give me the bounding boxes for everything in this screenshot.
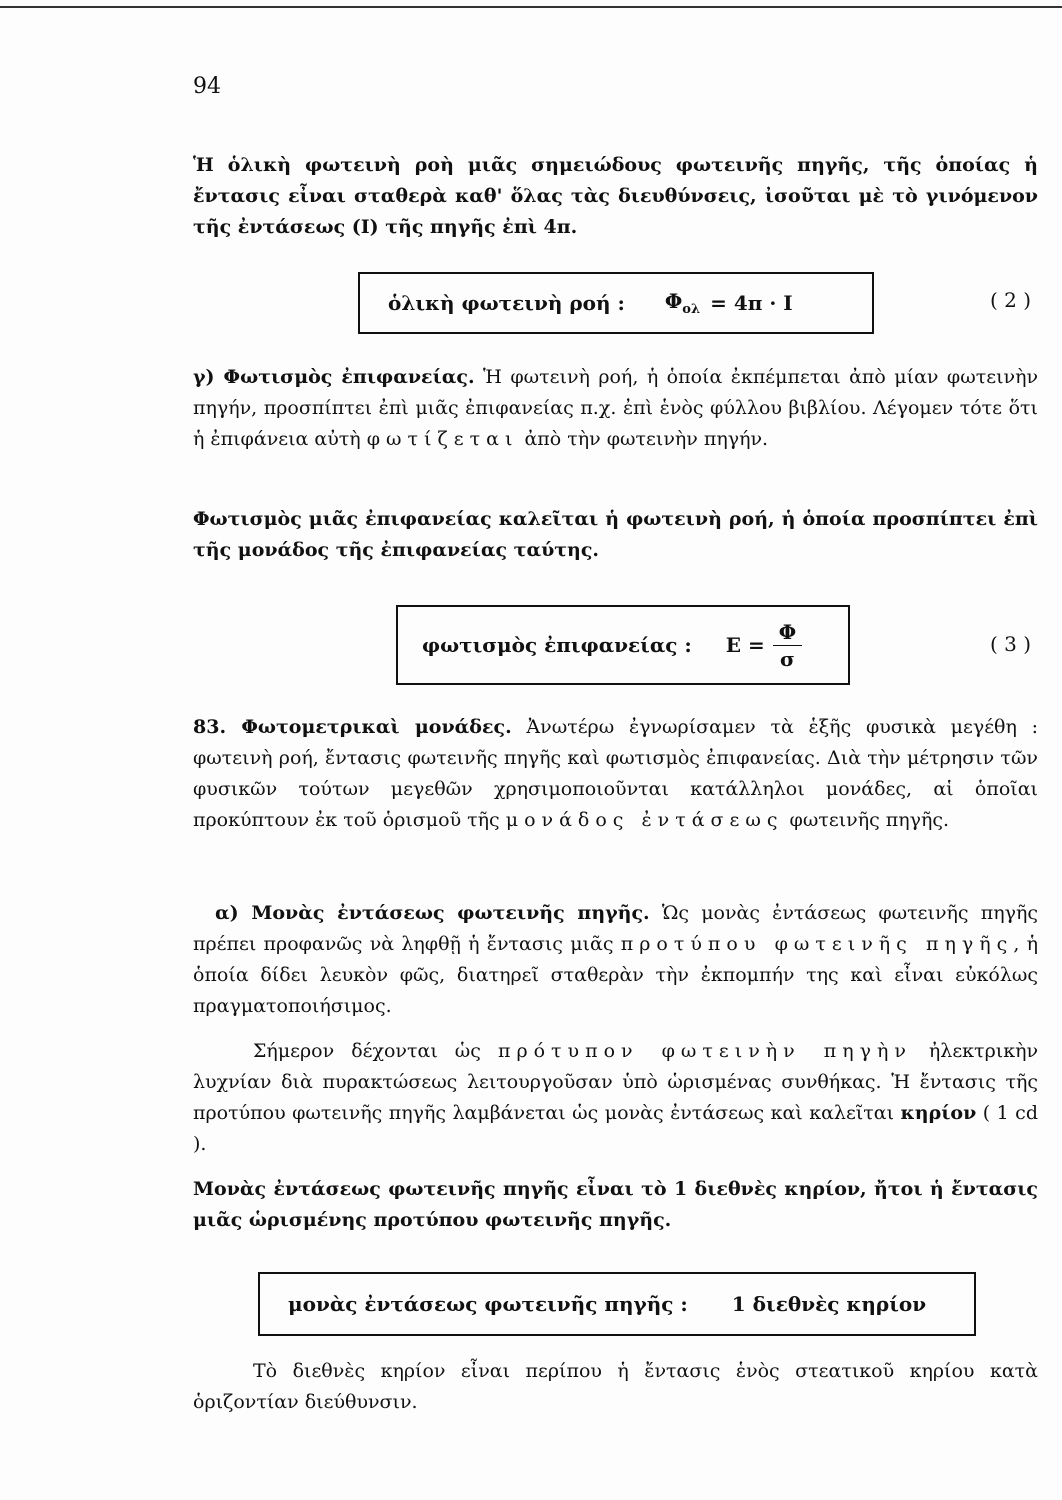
equation-number: ( 3 ) <box>990 632 1032 656</box>
fraction: $\frac{\Phi}{\sigma}$ <box>773 619 802 672</box>
formula-rhs: = 4π · Ι <box>710 291 793 315</box>
formula-box-illumination <box>396 605 850 685</box>
paragraph-intensity-unit: α) Μονὰς ἐντάσεως φωτεινῆς πηγῆς. Ὡς μονὰς ἐντάσεως φωτεινῆς πηγῆς πρέπει προφανῶς νὰ ληφθῇ ἡ ἔντασις μιᾶς προτύπου φωτεινῆς πηγῆς, ἡ ὁποία δίδει λευκὸν φῶς, διατηρεῖ σταθερὰν τὴν ἐκπομπήν της καὶ εἶναι εὐκόλως πραγματοποιήσιμος. <box>193 902 1038 1017</box>
paragraph-total-flux-definition: Ἡ ὁλικὴ φωτεινὴ ροὴ μιᾶς σημειώδους φωτεινῆς πηγῆς, τῆς ὁποίας ἡ ἔντασις εἶναι σταθερὰ καθ' ὅλας τὰς διευθύνσεις, ἰσοῦται μὲ τὸ γινόμενον τῆς ἐντάσεως (Ι) τῆς πηγῆς ἐπὶ 4π. <box>193 154 1038 238</box>
paragraph-illumination-definition: Φωτισμὸς μιᾶς ἐπιφανείας καλεῖται ἡ φωτεινὴ ροή, ἡ ὁποία προσπίπτει ἐπὶ τῆς μονάδος τῆς ἐπιφανείας ταύτης. <box>193 508 1038 561</box>
formula-label: φωτισμὸς ἐπιφανείας : <box>422 633 692 657</box>
formula-label: ὁλικὴ φωτεινὴ ροή : <box>388 291 625 315</box>
page-number: 94 <box>193 74 221 99</box>
formula-symbol: $\Phi_{o\lambda}$ <box>664 289 701 317</box>
paragraph-illumination: γ) Φωτισμὸς ἐπιφανείας. Ἡ φωτεινὴ ροή, ἡ ὁποία ἐκπέμπεται ἀπὸ μίαν φωτεινὴν πηγήν, προσπίπτει ἐπὶ μιᾶς ἐπιφανείας π.χ. ἐπὶ ἑνὸς φύλλου βιβλίου. Λέγομεν τότε ὅτι ἡ ἐπιφάνεια αὐτὴ φωτίζεται ἀπὸ τὴν φωτεινὴν πηγήν. <box>193 366 1039 450</box>
formula-value: 1 διεθνὲς κηρίον <box>731 1292 927 1316</box>
page-top-edge <box>0 0 1062 8</box>
formula-box-candela <box>258 1272 976 1336</box>
paragraph-candela-definition: Μονὰς ἐντάσεως φωτεινῆς πηγῆς εἶναι τὸ 1 διεθνὲς κηρίον, ἤτοι ἡ ἔντασις μιᾶς ὡρισμένης προτύπου φωτεινῆς πηγῆς. <box>193 1178 1038 1231</box>
equation-number: ( 2 ) <box>990 288 1032 312</box>
formula-lhs: Ε = <box>725 633 765 657</box>
paragraph-standard-source: Σήμερον δέχονται ὡς πρότυπον φωτεινὴν πηγὴν ἠλεκτρικὴν λυχνίαν διὰ πυρακτώσεως λειτουργοῦσαν ὑπὸ ὡρισμένας συνθήκας. Ἡ ἔντασις τῆς προτύπου φωτεινῆς πηγῆς λαμβάνεται ὡς μονὰς ἐντάσεως καὶ καλεῖται κηρίον ( 1 cd ). <box>193 1040 1038 1155</box>
formula-label: μονὰς ἐντάσεως φωτεινῆς πηγῆς : <box>288 1292 688 1316</box>
paragraph-candle-note: Τὸ διεθνὲς κηρίον εἶναι περίπου ἡ ἔντασις ἑνὸς στεατικοῦ κηρίου κατὰ ὁριζοντίαν διεύθυνσιν. <box>193 1360 1038 1413</box>
formula-box-total-flux <box>358 272 874 334</box>
paragraph-photometric-units: 83. Φωτομετρικαὶ μονάδες. Ἀνωτέρω ἐγνωρίσαμεν τὰ ἑξῆς φυσικὰ μεγέθη : φωτεινὴ ροή, ἔντασις φωτεινῆς πηγῆς καὶ φωτισμὸς ἐπιφανείας. Διὰ τὴν μέτρησιν τῶν φυσικῶν τούτων μεγεθῶν χρησιμοποιοῦνται κατάλληλοι μονάδες, αἱ ὁποῖαι προκύπτουν ἐκ τοῦ ὁρισμοῦ τῆς μονάδος ἐντάσεως φωτεινῆς πηγῆς. <box>193 716 1038 831</box>
